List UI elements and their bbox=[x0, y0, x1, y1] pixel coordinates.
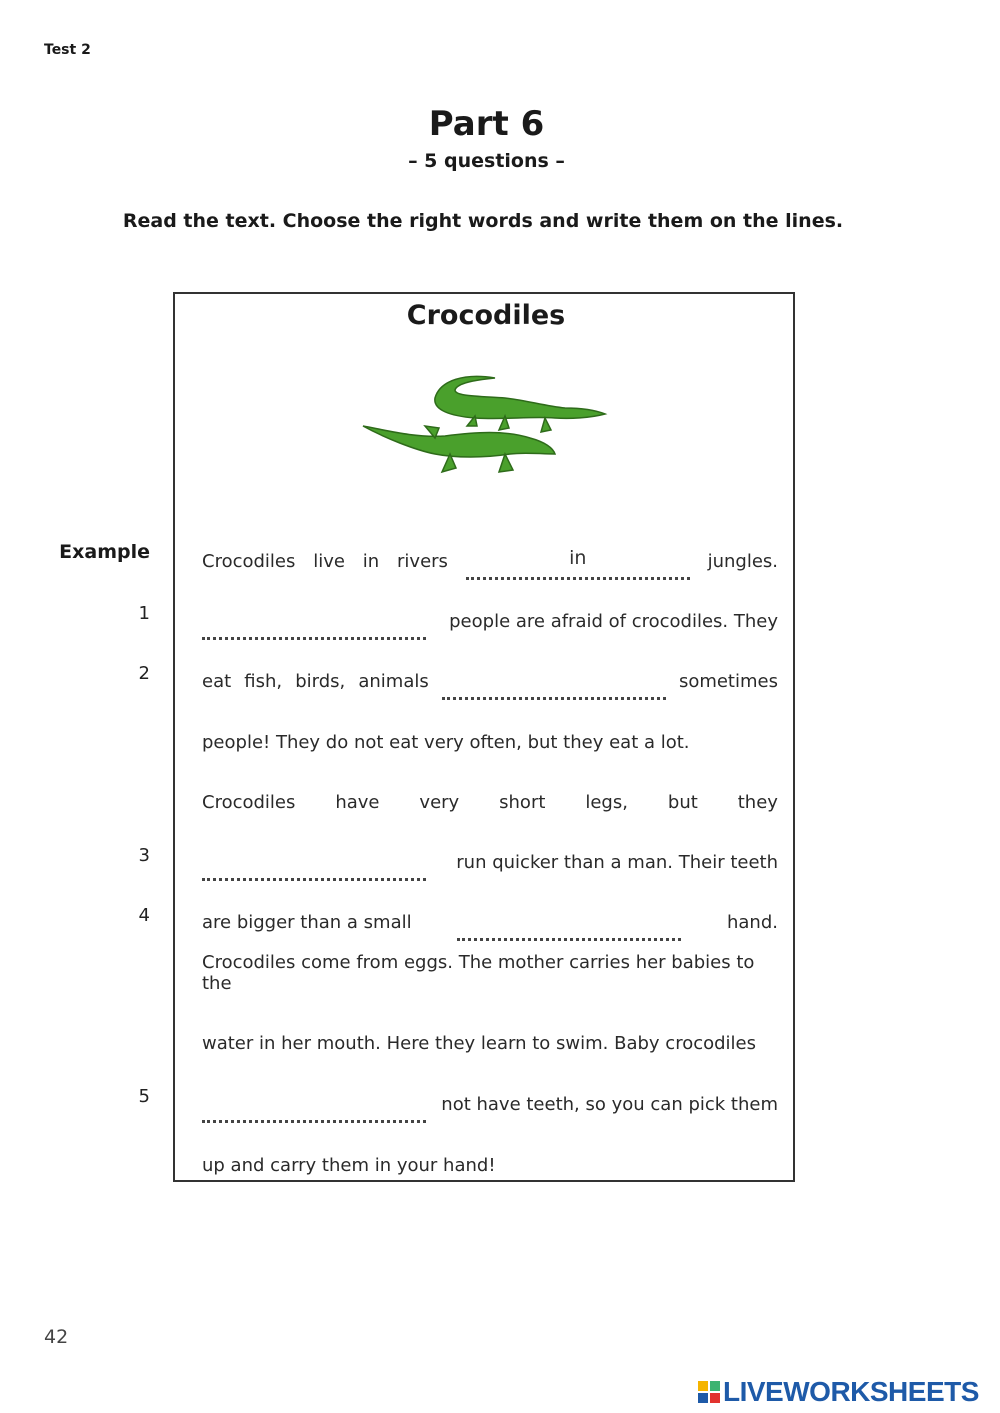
passage-line bbox=[202, 1081, 778, 1115]
crocodile-back bbox=[435, 376, 605, 432]
passage-line bbox=[202, 719, 778, 753]
passage-word: very bbox=[419, 792, 460, 813]
passage-line bbox=[202, 1142, 778, 1176]
passage-word: run quicker than a man. Their teeth bbox=[456, 852, 778, 873]
brand-logo bbox=[698, 1376, 979, 1408]
passage-line bbox=[202, 1020, 778, 1054]
example-label: Example bbox=[59, 541, 150, 563]
passage-line bbox=[202, 658, 778, 692]
passage-word: are bigger than a small bbox=[202, 912, 412, 933]
question-number: 3 bbox=[138, 845, 150, 866]
part-title: Part 6 bbox=[428, 104, 545, 144]
question-number: 5 bbox=[138, 1086, 150, 1107]
passage-word: people! They do not eat very often, but they eat a lot. bbox=[202, 732, 690, 753]
answer-text: in bbox=[569, 547, 587, 569]
passage-word: people are afraid of crocodiles. They bbox=[449, 611, 778, 632]
passage-word: jungles. bbox=[707, 551, 778, 572]
passage-word: eat bbox=[202, 671, 232, 692]
passage-line bbox=[202, 538, 778, 572]
passage-word: live bbox=[313, 551, 345, 572]
crocodile-front bbox=[363, 426, 555, 472]
passage-word: Crocodiles bbox=[202, 551, 296, 572]
passage-word: but bbox=[667, 792, 698, 813]
passage-word: not have teeth, so you can pick them bbox=[441, 1094, 778, 1115]
passage-word: they bbox=[737, 792, 778, 813]
passage-line bbox=[202, 779, 778, 813]
answer-line-4[interactable] bbox=[457, 908, 681, 941]
test-label: Test 2 bbox=[44, 42, 91, 58]
passage-word: birds, bbox=[295, 671, 346, 692]
passage-word: rivers bbox=[397, 551, 448, 572]
passage-title: Crocodiles bbox=[406, 300, 566, 331]
passage-word: animals bbox=[358, 671, 429, 692]
passage-word: Crocodiles bbox=[202, 792, 296, 813]
page-number: 42 bbox=[44, 1326, 69, 1348]
passage-word: legs, bbox=[585, 792, 628, 813]
passage-line bbox=[202, 899, 778, 933]
passage-word: have bbox=[335, 792, 380, 813]
passage-line bbox=[202, 952, 778, 994]
question-number: 2 bbox=[138, 663, 150, 684]
instructions: Read the text. Choose the right words and write them on the lines. bbox=[122, 210, 844, 232]
brand-text: LIVEWORKSHEETS bbox=[723, 1376, 979, 1407]
question-number: 4 bbox=[138, 905, 150, 926]
passage-word: sometimes bbox=[678, 671, 778, 692]
passage-word: short bbox=[499, 792, 546, 813]
passage-word: in bbox=[362, 551, 380, 572]
passage-word: hand. bbox=[726, 912, 778, 933]
part-subtitle: – 5 questions – bbox=[408, 150, 565, 172]
answer-line-3[interactable] bbox=[202, 848, 426, 881]
liveworksheets-icon bbox=[698, 1381, 720, 1403]
passage-word: fish, bbox=[244, 671, 283, 692]
crocodiles-illustration bbox=[355, 368, 615, 483]
question-number: 1 bbox=[138, 603, 150, 624]
answer-line-2[interactable] bbox=[442, 667, 666, 700]
answer-line-1[interactable] bbox=[202, 607, 426, 640]
passage-word: Crocodiles come from eggs. The mother carries her babies to the bbox=[202, 952, 755, 994]
example-answer-line bbox=[466, 547, 690, 580]
passage-line bbox=[202, 839, 778, 873]
answer-line-5[interactable] bbox=[202, 1090, 426, 1123]
passage-line bbox=[202, 598, 778, 632]
passage-word: up and carry them in your hand! bbox=[202, 1155, 496, 1176]
passage-word: water in her mouth. Here they learn to swim. Baby crocodiles bbox=[202, 1033, 757, 1054]
